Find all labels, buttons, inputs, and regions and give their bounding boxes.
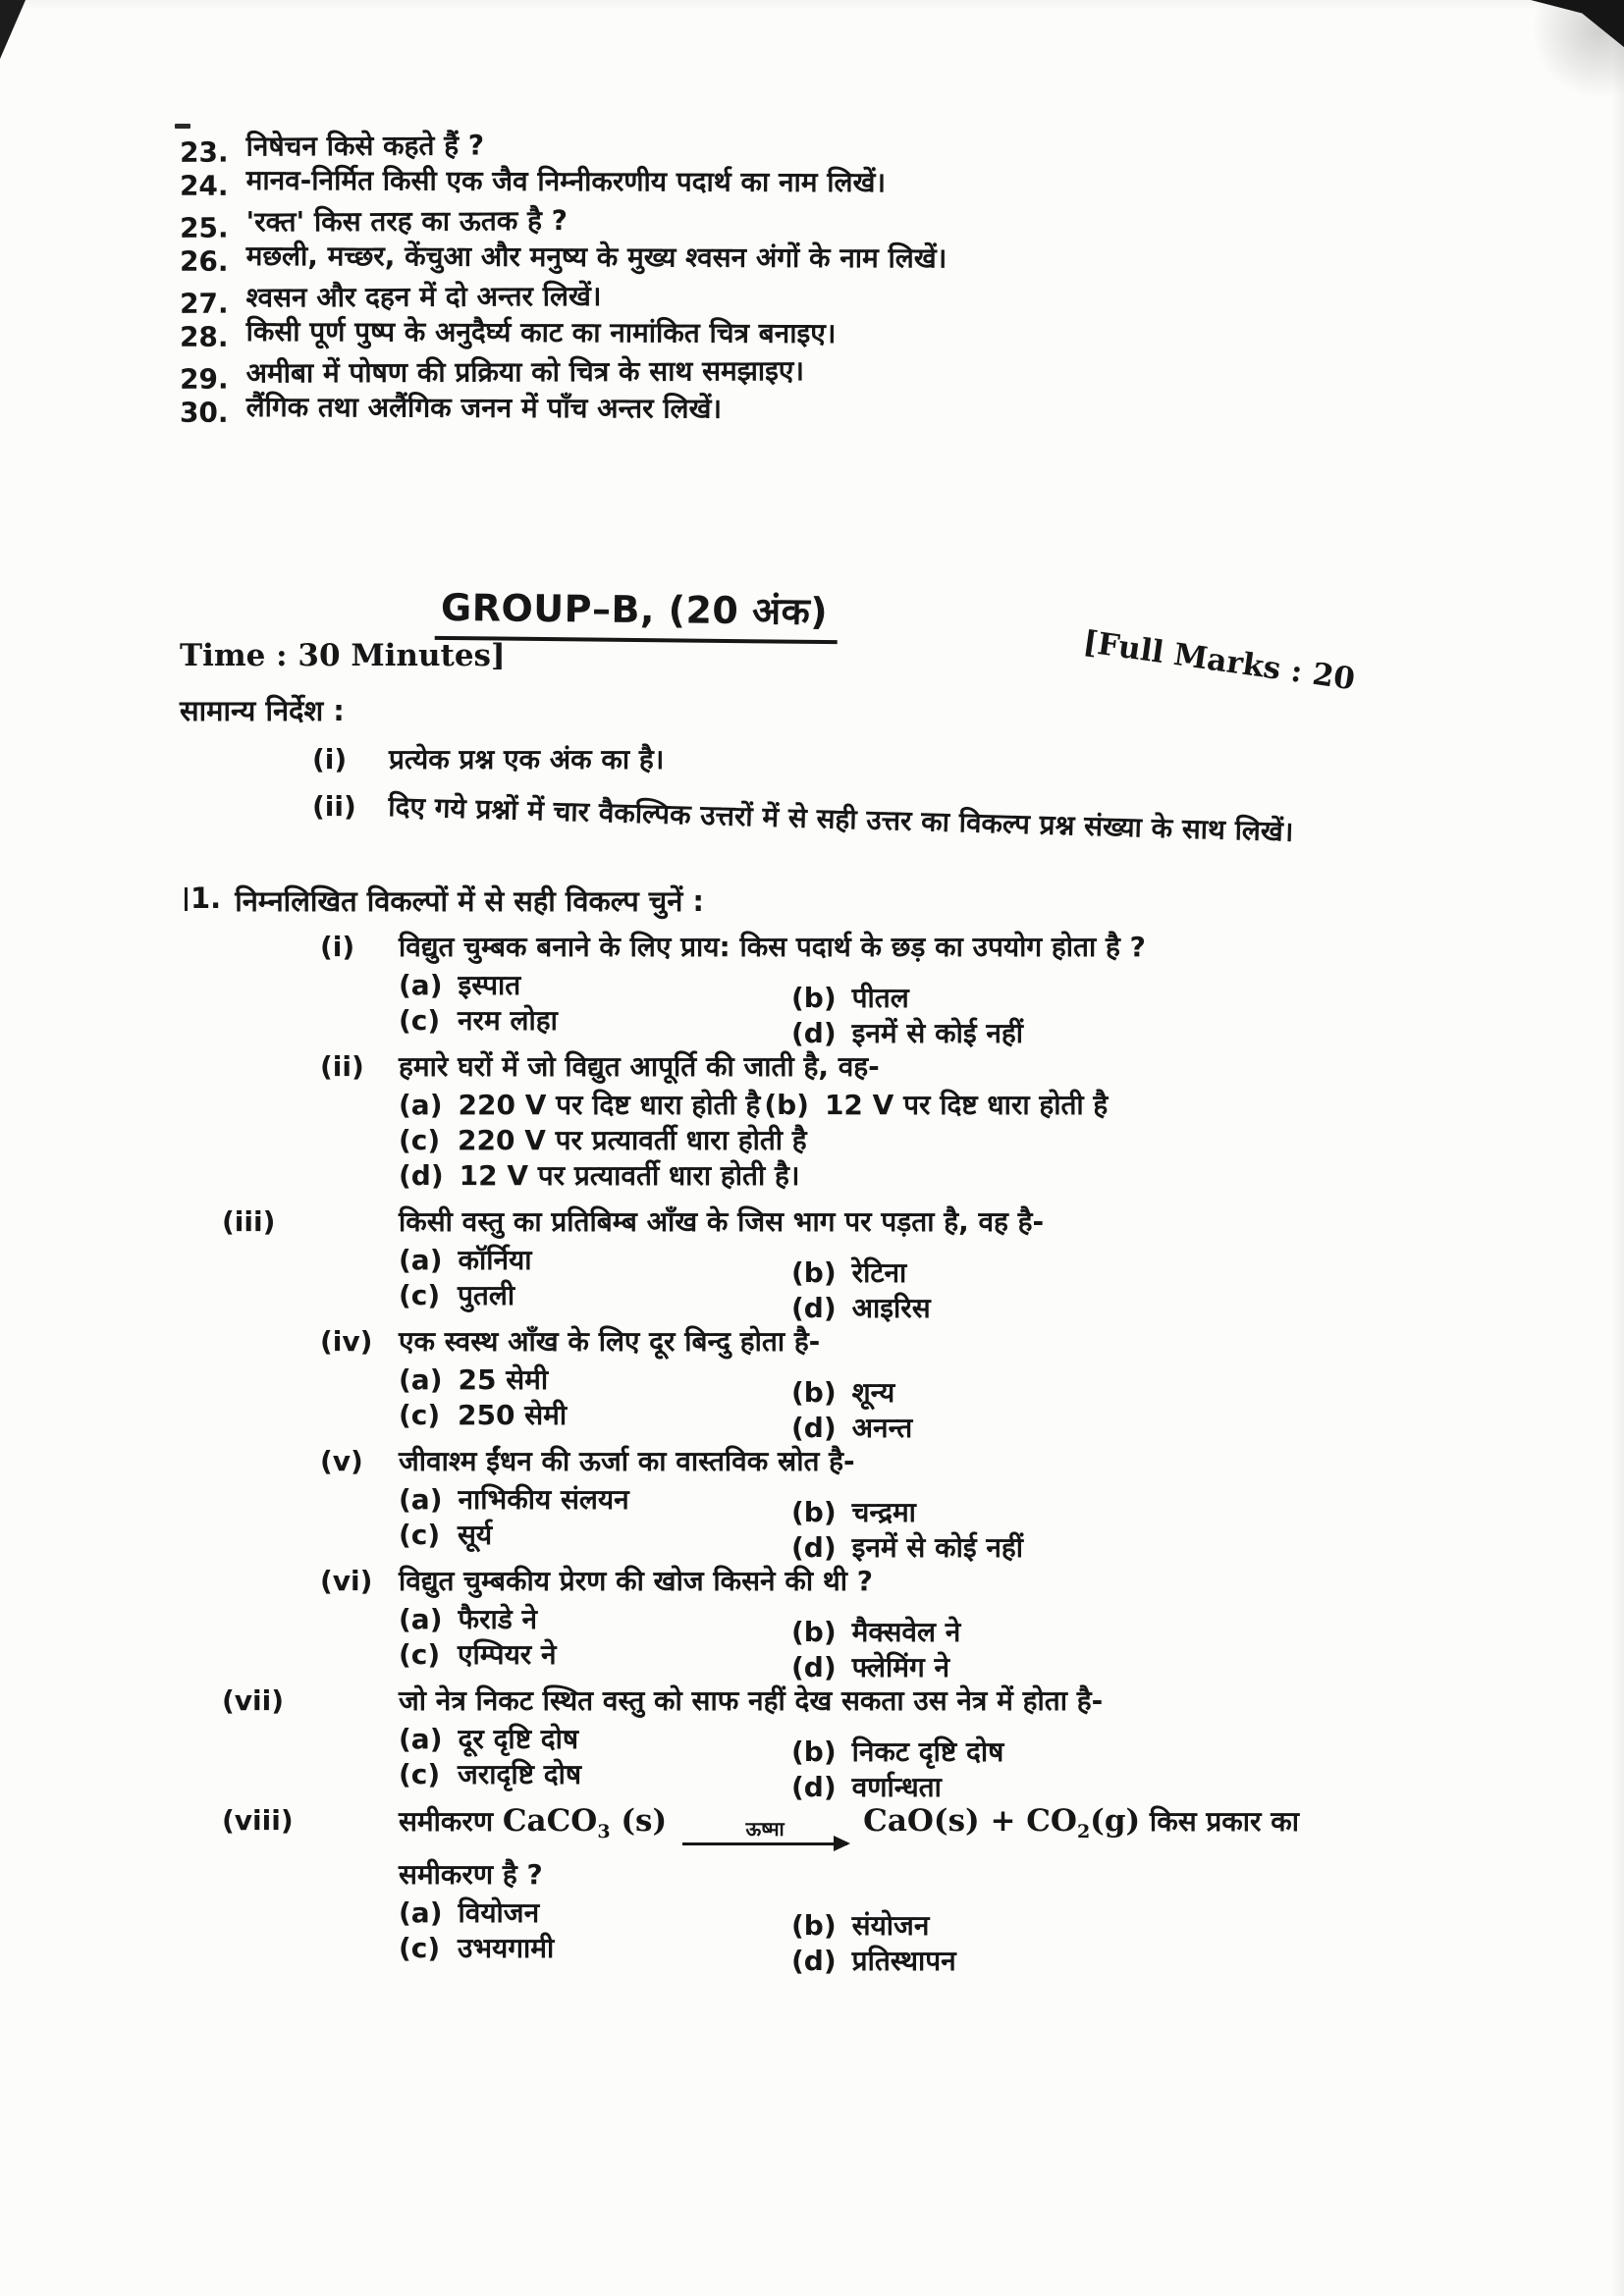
option-row bbox=[399, 1089, 1606, 1121]
option-text: इनमें से कोई नहीं bbox=[851, 1017, 1024, 1049]
equation-line bbox=[399, 1802, 1606, 1850]
option-label: (b) bbox=[791, 1909, 837, 1943]
option bbox=[791, 1376, 1606, 1409]
option-text: शून्य bbox=[851, 1376, 895, 1409]
option-label: (b) bbox=[764, 1089, 809, 1121]
option bbox=[791, 1017, 1606, 1049]
general-instructions-title: सामान्य निर्देश : bbox=[180, 694, 345, 727]
option bbox=[791, 1945, 1606, 1977]
option bbox=[791, 982, 1606, 1014]
option bbox=[399, 1159, 1606, 1192]
option bbox=[399, 1279, 791, 1311]
equation-lhs-subscript: 3 bbox=[597, 1821, 611, 1843]
option-text: रेटिना bbox=[851, 1256, 907, 1289]
option bbox=[399, 1932, 791, 1964]
option bbox=[399, 1603, 791, 1635]
question-row bbox=[180, 312, 1456, 354]
subquestion bbox=[320, 1563, 1606, 1683]
subquestion-body bbox=[399, 1323, 1606, 1444]
option-label: (a) bbox=[399, 1603, 443, 1635]
option bbox=[791, 1909, 1606, 1942]
question-text: श्वसन और दहन में दो अन्तर लिखें। bbox=[245, 279, 602, 314]
subquestion bbox=[222, 1802, 1606, 1978]
options bbox=[399, 1723, 1606, 1803]
subquestion bbox=[320, 1323, 1606, 1444]
option-label: (b) bbox=[791, 1256, 837, 1289]
options bbox=[399, 1603, 1606, 1683]
option bbox=[399, 1896, 791, 1929]
option-text: इस्पात bbox=[458, 969, 521, 1001]
option bbox=[791, 1735, 1606, 1768]
question-text: 'रक्त' किस तरह का ऊतक है ? bbox=[245, 204, 568, 239]
option-text: संयोजन bbox=[851, 1909, 930, 1943]
subquestion-body bbox=[399, 1802, 1606, 1978]
option-row bbox=[399, 969, 1606, 1014]
subquestion-text: किसी वस्तु का प्रतिबिम्ब आँख के जिस भाग पर पड़ता है, वह है- bbox=[399, 1205, 1045, 1238]
option bbox=[791, 1771, 1606, 1803]
option-text: चन्द्रमा bbox=[851, 1496, 916, 1528]
option bbox=[791, 1292, 1606, 1324]
question-row bbox=[180, 161, 1456, 203]
subquestion-number: (vi) bbox=[320, 1565, 373, 1597]
question-row bbox=[179, 349, 1456, 396]
option-label: (d) bbox=[791, 1017, 837, 1049]
option bbox=[399, 1089, 760, 1121]
question-1-number-text: 1. bbox=[190, 881, 222, 915]
option-label: (d) bbox=[791, 1945, 837, 1978]
option bbox=[399, 1483, 791, 1516]
general-instructions-list bbox=[312, 738, 1530, 848]
option-label: (d) bbox=[399, 1159, 444, 1192]
instruction-row bbox=[312, 785, 1530, 848]
subquestion-number: (vii) bbox=[222, 1684, 285, 1717]
option-label: (d) bbox=[791, 1531, 837, 1564]
option-label: (b) bbox=[791, 982, 837, 1014]
question-1-number bbox=[185, 881, 221, 920]
instruction-row bbox=[312, 738, 1530, 781]
question-number: 23. bbox=[179, 135, 229, 169]
option bbox=[791, 1412, 1606, 1444]
subquestion bbox=[320, 1048, 1606, 1195]
question-row bbox=[179, 274, 1456, 320]
option-label: (a) bbox=[399, 969, 443, 1001]
option-text: दूर दृष्टि दोष bbox=[458, 1723, 579, 1755]
group-b-heading: GROUP–B, (20 अंक) bbox=[435, 581, 839, 644]
option-label: (d) bbox=[791, 1771, 837, 1803]
option bbox=[791, 1496, 1606, 1528]
subquestion-text: जीवाश्म ईंधन की ऊर्जा का वास्तविक स्रोत है- bbox=[399, 1445, 855, 1477]
instruction-text: दिए गये प्रश्नों में चार वैकल्पिक उत्तरों में से सही उत्तर का विकल्प प्रश्न संख्या के साथ लिखें। bbox=[387, 789, 1294, 848]
option-label: (c) bbox=[399, 1004, 441, 1037]
question-row bbox=[180, 237, 1456, 279]
option bbox=[764, 1089, 1108, 1121]
equation-prefix: समीकरण bbox=[399, 1805, 503, 1838]
question-number: 26. bbox=[179, 244, 229, 278]
option-text: नाभिकीय संलयन bbox=[458, 1483, 629, 1516]
time-allowed-label: Time : 30 Minutes] bbox=[180, 638, 506, 673]
option-text: मैक्सवेल ने bbox=[851, 1616, 961, 1648]
subquestion-body bbox=[399, 929, 1606, 1049]
option-label: (c) bbox=[399, 1758, 441, 1790]
option-text: एम्पियर ने bbox=[458, 1638, 557, 1671]
option-label: (b) bbox=[791, 1735, 837, 1768]
scan-corner-artifact-top-right bbox=[1531, 0, 1624, 47]
option-text: उभयगामी bbox=[458, 1932, 555, 1965]
option-text: फैराडे ने bbox=[458, 1603, 538, 1635]
option bbox=[399, 1399, 791, 1431]
subquestion-text: समीकरण है ? bbox=[399, 1858, 543, 1892]
subquestion-body bbox=[399, 1048, 1606, 1195]
subquestion-number: (viii) bbox=[222, 1804, 294, 1837]
option-text: 220 V पर दिष्ट धारा होती है bbox=[458, 1089, 761, 1121]
subquestion-number: (ii) bbox=[320, 1050, 364, 1083]
subquestion-text: विद्युत चुम्बक बनाने के लिए प्राय: किस पदार्थ के छड़ का उपयोग होता है ? bbox=[399, 931, 1146, 963]
option-row bbox=[399, 1723, 1606, 1768]
question-text: मानव-निर्मित किसी एक जैव निम्नीकरणीय पदार्थ का नाम लिखें। bbox=[245, 163, 887, 198]
subquestion-number: (iii) bbox=[222, 1205, 276, 1238]
option-label: (c) bbox=[399, 1932, 441, 1965]
question-text: निषेचन किसे कहते हैं ? bbox=[245, 129, 485, 163]
full-marks-label: [Full Marks : 20 bbox=[1080, 624, 1358, 698]
option-text: 25 सेमी bbox=[458, 1363, 549, 1396]
options bbox=[399, 969, 1606, 1049]
option-label: (a) bbox=[399, 1244, 443, 1276]
equation-rhs: $CaO(s) + CO_2(g)$ bbox=[863, 1803, 1141, 1843]
option bbox=[791, 1616, 1606, 1648]
subquestion-body bbox=[399, 1682, 1606, 1803]
subquestion-body bbox=[399, 1443, 1606, 1564]
option-text: 12 V पर दिष्ट धारा होती है bbox=[824, 1089, 1109, 1121]
option-row bbox=[399, 1244, 1606, 1289]
subquestion-text: जो नेत्र निकट स्थित वस्तु को साफ नहीं देख सकता उस नेत्र में होता है- bbox=[399, 1684, 1104, 1717]
question-row bbox=[179, 123, 1456, 169]
option bbox=[399, 969, 791, 1001]
options bbox=[399, 1363, 1606, 1444]
question-text: अमीबा में पोषण की प्रक्रिया को चित्र के साथ समझाइए। bbox=[245, 354, 805, 390]
option-text: पुतली bbox=[458, 1279, 515, 1311]
option-row bbox=[399, 1363, 1606, 1409]
option bbox=[399, 1363, 791, 1396]
option-row bbox=[399, 1124, 1606, 1156]
instruction-number: (ii) bbox=[312, 790, 356, 823]
question-row bbox=[179, 198, 1456, 244]
reaction-arrow-line bbox=[682, 1842, 847, 1845]
option bbox=[791, 1256, 1606, 1289]
subquestion-body bbox=[399, 1563, 1606, 1683]
subquestion bbox=[222, 1682, 1606, 1803]
subquestion bbox=[320, 929, 1606, 1049]
option-text: पीतल bbox=[851, 982, 909, 1014]
subquestion-body bbox=[399, 1203, 1606, 1324]
option-label: (b) bbox=[791, 1616, 837, 1648]
subquestion bbox=[222, 1203, 1606, 1324]
option bbox=[399, 1519, 791, 1551]
reaction-arrow bbox=[682, 1819, 847, 1845]
options bbox=[399, 1089, 1606, 1192]
option-text: प्रतिस्थापन bbox=[851, 1945, 956, 1978]
question-text: किसी पूर्ण पुष्प के अनुदैर्घ्य काट का नामांकित चित्र बनाइए। bbox=[245, 314, 837, 349]
option bbox=[791, 1531, 1606, 1564]
section-a-questions bbox=[180, 126, 1456, 428]
question-number: 24. bbox=[179, 169, 229, 202]
subquestion bbox=[320, 1443, 1606, 1564]
option-label: (a) bbox=[399, 1483, 443, 1516]
option-text: फ्लेमिंग ने bbox=[851, 1651, 950, 1683]
question-number: 29. bbox=[179, 362, 229, 396]
options bbox=[399, 1483, 1606, 1564]
subquestion-text: हमारे घरों में जो विद्युत आपूर्ति की जाती है, वह- bbox=[399, 1050, 880, 1083]
option-text: अनन्त bbox=[851, 1412, 913, 1444]
option bbox=[399, 1004, 791, 1037]
multiple-choice-questions bbox=[222, 929, 1606, 1978]
instruction-text: प्रत्येक प्रश्न एक अंक का है। bbox=[389, 743, 665, 775]
reaction-condition-label: ऊष्मा bbox=[745, 1817, 785, 1842]
equation-rhs-subscript: 2 bbox=[1076, 1821, 1091, 1843]
question-1 bbox=[185, 881, 704, 920]
option-text: निकट दृष्टि दोष bbox=[851, 1735, 1004, 1768]
option-label: (b) bbox=[791, 1376, 837, 1409]
question-text: लैंगिक तथा अलैंगिक जनन में पाँच अन्तर लिखें। bbox=[245, 390, 723, 425]
option-text: जरादृष्टि दोष bbox=[458, 1758, 582, 1790]
option-text: 12 V पर प्रत्यावर्ती धारा होती है। bbox=[459, 1159, 800, 1192]
option-label: (c) bbox=[399, 1279, 441, 1311]
option-text: कॉर्निया bbox=[458, 1244, 532, 1276]
equation-lhs: CaCO$_3$ (s) bbox=[502, 1803, 668, 1843]
option bbox=[399, 1758, 791, 1790]
option-label: (a) bbox=[399, 1363, 443, 1396]
option bbox=[399, 1124, 1606, 1156]
option-label: (a) bbox=[399, 1723, 443, 1755]
question-number: 30. bbox=[179, 396, 229, 429]
options bbox=[399, 1244, 1606, 1324]
option-label: (d) bbox=[791, 1651, 837, 1683]
question-number: 25. bbox=[179, 211, 229, 244]
question-number: 27. bbox=[179, 287, 229, 320]
question-1-text: निम्नलिखित विकल्पों में से सही विकल्प चुनें : bbox=[235, 884, 705, 918]
option-label: (a) bbox=[399, 1089, 443, 1121]
option-label: (d) bbox=[791, 1412, 837, 1444]
option bbox=[399, 1244, 791, 1276]
option-label: (b) bbox=[791, 1496, 837, 1528]
subquestion-number: (iv) bbox=[320, 1325, 373, 1358]
subquestion-text: एक स्वस्थ आँख के लिए दूर बिन्दु होता है- bbox=[399, 1325, 821, 1358]
option-text: 220 V पर प्रत्यावर्ती धारा होती है bbox=[458, 1124, 807, 1156]
option-text: आइरिस bbox=[851, 1292, 931, 1324]
option-label: (c) bbox=[399, 1519, 441, 1551]
option-text: इनमें से कोई नहीं bbox=[851, 1531, 1024, 1564]
option-label: (c) bbox=[399, 1124, 441, 1156]
option-label: (c) bbox=[399, 1638, 441, 1671]
subquestion-number: (i) bbox=[320, 931, 355, 963]
option-row bbox=[399, 1896, 1606, 1943]
option-text: नरम लोहा bbox=[458, 1004, 558, 1037]
question-text: मछली, मच्छर, केंचुआ और मनुष्य के मुख्य श्वसन अंगों के नाम लिखें। bbox=[245, 239, 947, 274]
option bbox=[399, 1723, 791, 1755]
option-label: (d) bbox=[791, 1292, 837, 1324]
scan-corner-artifact-top-left bbox=[0, 0, 26, 59]
subquestion-number: (v) bbox=[320, 1445, 363, 1477]
option-row bbox=[399, 1483, 1606, 1528]
options bbox=[399, 1896, 1606, 1978]
subquestion-text: विद्युत चुम्बकीय प्रेरण की खोज किसने की थी ? bbox=[399, 1565, 873, 1597]
option-text: सूर्य bbox=[458, 1519, 493, 1551]
question-row bbox=[180, 388, 1456, 430]
option-label: (a) bbox=[399, 1896, 443, 1930]
option-label: (c) bbox=[399, 1399, 441, 1431]
equation-suffix: किस प्रकार का bbox=[1140, 1805, 1300, 1838]
option-text: वर्णान्धता bbox=[851, 1771, 942, 1803]
scan-artifact-tick bbox=[185, 887, 188, 911]
option bbox=[791, 1651, 1606, 1683]
option-row bbox=[399, 1159, 1606, 1192]
question-number: 28. bbox=[179, 320, 229, 353]
option-row bbox=[399, 1603, 1606, 1648]
option bbox=[399, 1638, 791, 1671]
option-text: वियोजन bbox=[458, 1896, 540, 1930]
option-text: 250 सेमी bbox=[458, 1399, 568, 1431]
instruction-number: (i) bbox=[312, 743, 348, 775]
